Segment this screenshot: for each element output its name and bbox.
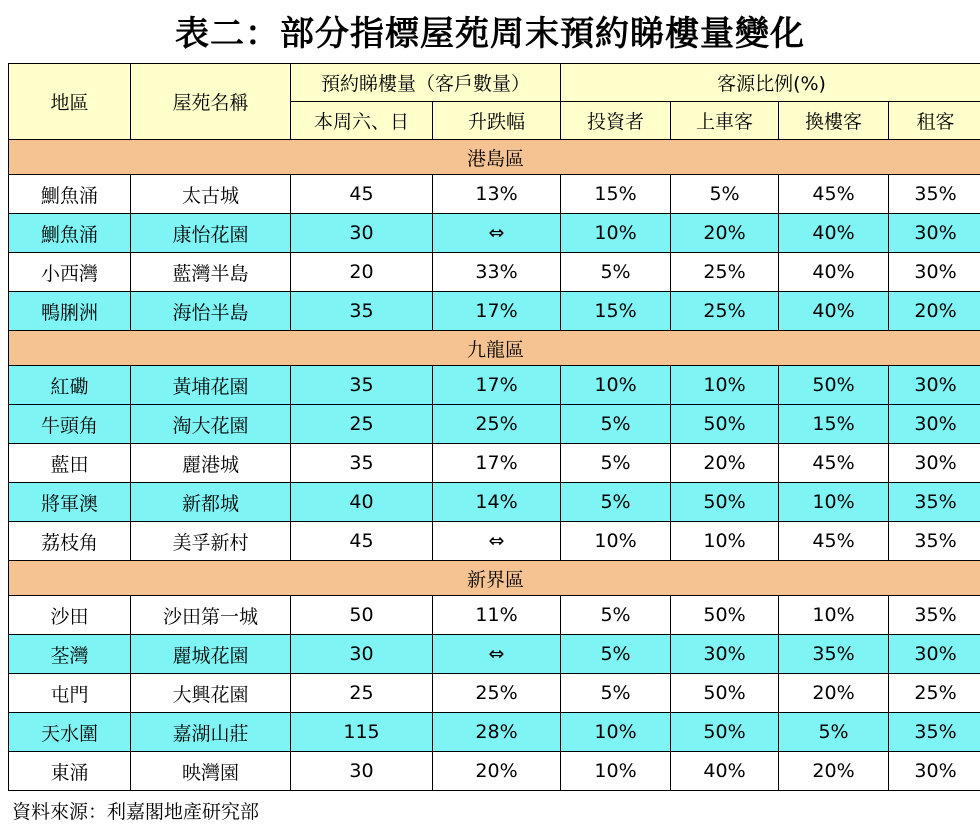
cell-change: 25%	[433, 405, 561, 444]
cell-change: 14%	[433, 483, 561, 522]
cell-tenant: 35%	[889, 522, 980, 561]
cell-volume: 45	[291, 522, 433, 561]
cell-tenant: 35%	[889, 175, 980, 214]
header-first-time: 上車客	[671, 102, 779, 140]
cell-investor: 5%	[561, 444, 671, 483]
cell-first-time: 20%	[671, 444, 779, 483]
cell-estate: 淘大花園	[131, 405, 291, 444]
cell-district: 屯門	[9, 674, 131, 713]
cell-district: 東涌	[9, 752, 131, 791]
cell-district: 天水圍	[9, 713, 131, 752]
header-estate: 屋苑名稱	[131, 64, 291, 140]
cell-change: ⇔	[433, 635, 561, 674]
cell-tenant: 30%	[889, 253, 980, 292]
cell-tenant: 30%	[889, 214, 980, 253]
cell-volume: 30	[291, 635, 433, 674]
cell-first-time: 25%	[671, 253, 779, 292]
cell-upgrader: 50%	[779, 366, 889, 405]
cell-tenant: 35%	[889, 596, 980, 635]
cell-change: 28%	[433, 713, 561, 752]
cell-volume: 30	[291, 752, 433, 791]
cell-tenant: 30%	[889, 366, 980, 405]
cell-upgrader: 10%	[779, 596, 889, 635]
cell-change: 33%	[433, 253, 561, 292]
cell-investor: 5%	[561, 483, 671, 522]
cell-estate: 黃埔花園	[131, 366, 291, 405]
table-row	[9, 596, 980, 635]
cell-change: ⇔	[433, 214, 561, 253]
table-row	[9, 405, 980, 444]
cell-first-time: 10%	[671, 522, 779, 561]
cell-investor: 10%	[561, 214, 671, 253]
cell-first-time: 20%	[671, 214, 779, 253]
cell-estate: 映灣園	[131, 752, 291, 791]
cell-change: 11%	[433, 596, 561, 635]
cell-tenant: 35%	[889, 483, 980, 522]
cell-volume: 35	[291, 444, 433, 483]
cell-district: 鰂魚涌	[9, 175, 131, 214]
table-row	[9, 444, 980, 483]
cell-investor: 10%	[561, 522, 671, 561]
cell-upgrader: 20%	[779, 752, 889, 791]
cell-change: 17%	[433, 292, 561, 331]
cell-upgrader: 45%	[779, 175, 889, 214]
cell-investor: 10%	[561, 366, 671, 405]
cell-district: 紅磡	[9, 366, 131, 405]
table-row	[9, 752, 980, 791]
cell-district: 荃灣	[9, 635, 131, 674]
cell-volume: 35	[291, 292, 433, 331]
cell-first-time: 25%	[671, 292, 779, 331]
cell-change: ⇔	[433, 522, 561, 561]
header-upgrader: 換樓客	[779, 102, 889, 140]
cell-district: 荔枝角	[9, 522, 131, 561]
cell-first-time: 50%	[671, 674, 779, 713]
cell-upgrader: 15%	[779, 405, 889, 444]
table-row	[9, 674, 980, 713]
cell-volume: 25	[291, 405, 433, 444]
group-label: 新界區	[9, 561, 980, 596]
header-source-group: 客源比例(%)	[561, 64, 980, 102]
cell-estate: 沙田第一城	[131, 596, 291, 635]
cell-investor: 5%	[561, 674, 671, 713]
cell-tenant: 30%	[889, 444, 980, 483]
cell-volume: 30	[291, 214, 433, 253]
cell-tenant: 30%	[889, 635, 980, 674]
table-body	[9, 140, 980, 791]
cell-volume: 35	[291, 366, 433, 405]
cell-estate: 大興花園	[131, 674, 291, 713]
cell-district: 牛頭角	[9, 405, 131, 444]
cell-district: 鰂魚涌	[9, 214, 131, 253]
group-row	[9, 140, 980, 175]
table-row	[9, 292, 980, 331]
cell-estate: 太古城	[131, 175, 291, 214]
cell-change: 20%	[433, 752, 561, 791]
cell-upgrader: 45%	[779, 522, 889, 561]
cell-estate: 藍灣半島	[131, 253, 291, 292]
cell-investor: 15%	[561, 175, 671, 214]
cell-upgrader: 40%	[779, 214, 889, 253]
header-district: 地區	[9, 64, 131, 140]
cell-tenant: 20%	[889, 292, 980, 331]
viewing-volume-table	[8, 63, 980, 791]
cell-upgrader: 5%	[779, 713, 889, 752]
cell-first-time: 40%	[671, 752, 779, 791]
header-volume-group: 預約睇樓量（客戶數量）	[291, 64, 561, 102]
cell-upgrader: 35%	[779, 635, 889, 674]
source-note: 資料來源：利嘉閣地產研究部	[8, 797, 972, 824]
cell-volume: 40	[291, 483, 433, 522]
cell-volume: 25	[291, 674, 433, 713]
cell-estate: 海怡半島	[131, 292, 291, 331]
header-volume-this-weekend: 本周六、日	[291, 102, 433, 140]
cell-first-time: 50%	[671, 713, 779, 752]
cell-estate: 新都城	[131, 483, 291, 522]
cell-first-time: 30%	[671, 635, 779, 674]
cell-investor: 5%	[561, 253, 671, 292]
cell-investor: 5%	[561, 405, 671, 444]
group-label: 港島區	[9, 140, 980, 175]
header-tenant: 租客	[889, 102, 980, 140]
cell-volume: 50	[291, 596, 433, 635]
cell-upgrader: 40%	[779, 253, 889, 292]
cell-estate: 麗城花園	[131, 635, 291, 674]
cell-estate: 麗港城	[131, 444, 291, 483]
group-row	[9, 561, 980, 596]
cell-tenant: 35%	[889, 713, 980, 752]
header-row-top	[9, 64, 980, 102]
cell-volume: 20	[291, 253, 433, 292]
cell-investor: 10%	[561, 752, 671, 791]
cell-tenant: 30%	[889, 752, 980, 791]
cell-volume: 115	[291, 713, 433, 752]
cell-district: 藍田	[9, 444, 131, 483]
cell-district: 小西灣	[9, 253, 131, 292]
cell-upgrader: 10%	[779, 483, 889, 522]
cell-first-time: 10%	[671, 366, 779, 405]
table-row	[9, 713, 980, 752]
cell-change: 25%	[433, 674, 561, 713]
table-row	[9, 483, 980, 522]
cell-change: 17%	[433, 444, 561, 483]
header-investor: 投資者	[561, 102, 671, 140]
table-row	[9, 214, 980, 253]
cell-change: 13%	[433, 175, 561, 214]
table-row	[9, 253, 980, 292]
table-row	[9, 522, 980, 561]
cell-first-time: 50%	[671, 483, 779, 522]
cell-estate: 美孚新村	[131, 522, 291, 561]
table-row	[9, 175, 980, 214]
cell-upgrader: 45%	[779, 444, 889, 483]
cell-tenant: 30%	[889, 405, 980, 444]
cell-volume: 45	[291, 175, 433, 214]
cell-upgrader: 40%	[779, 292, 889, 331]
cell-district: 沙田	[9, 596, 131, 635]
group-row	[9, 331, 980, 366]
cell-first-time: 50%	[671, 405, 779, 444]
cell-first-time: 50%	[671, 596, 779, 635]
table-row	[9, 635, 980, 674]
cell-investor: 5%	[561, 635, 671, 674]
cell-estate: 嘉湖山莊	[131, 713, 291, 752]
cell-first-time: 5%	[671, 175, 779, 214]
cell-investor: 10%	[561, 713, 671, 752]
cell-estate: 康怡花園	[131, 214, 291, 253]
table-header	[9, 64, 980, 140]
header-volume-change: 升跌幅	[433, 102, 561, 140]
cell-upgrader: 20%	[779, 674, 889, 713]
cell-investor: 15%	[561, 292, 671, 331]
group-label: 九龍區	[9, 331, 980, 366]
page-title: 表二：部分指標屋苑周末預約睇樓量變化	[8, 0, 972, 63]
cell-district: 鴨脷洲	[9, 292, 131, 331]
table-row	[9, 366, 980, 405]
cell-tenant: 25%	[889, 674, 980, 713]
cell-district: 將軍澳	[9, 483, 131, 522]
cell-investor: 5%	[561, 596, 671, 635]
cell-change: 17%	[433, 366, 561, 405]
